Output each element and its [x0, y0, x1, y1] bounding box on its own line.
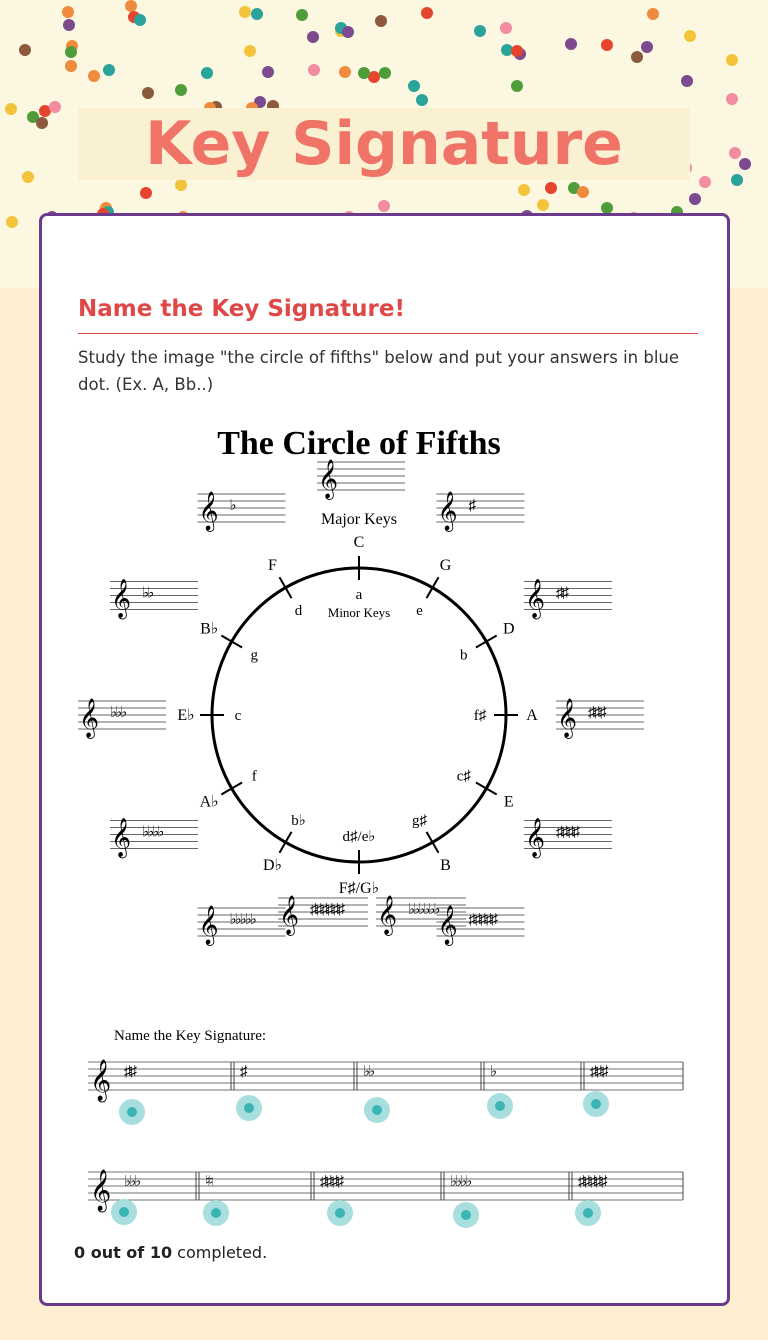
treble-clef-icon: 𝄞 — [111, 580, 132, 618]
confetti-dot — [36, 117, 48, 129]
major-key-label: D — [503, 620, 515, 638]
key-signature-accidentals: ♯♯ — [555, 585, 567, 602]
confetti-dot — [726, 93, 738, 105]
circle-of-fifths-image — [42, 406, 733, 1006]
answer-dot-10[interactable] — [575, 1200, 601, 1226]
key-signature-accidentals: ♮♮ — [205, 1174, 212, 1190]
key-staff — [524, 580, 612, 620]
treble-clef-icon: 𝄞 — [198, 493, 219, 531]
answer-dot-7[interactable] — [203, 1200, 229, 1226]
completed-count: 0 out of 10 — [74, 1243, 173, 1262]
minor-key-label: a — [355, 587, 363, 603]
worksheet-title: Name the Key Signature: — [114, 1028, 267, 1044]
minor-key-label: d♯/e♭ — [342, 829, 376, 845]
confetti-dot — [201, 67, 213, 79]
major-key-label: F — [268, 557, 277, 575]
key-signature-accidentals: ♭ — [490, 1064, 496, 1080]
confetti-dot — [641, 41, 653, 53]
answer-dot-9[interactable] — [453, 1202, 479, 1228]
key-tick — [427, 577, 439, 598]
confetti-dot — [684, 30, 696, 42]
confetti-dot — [416, 94, 428, 106]
key-signature-accidentals: ♯ — [240, 1064, 246, 1080]
key-tick — [221, 636, 242, 648]
key-staff — [556, 699, 644, 739]
minor-key-label: d — [294, 603, 303, 620]
confetti-dot — [565, 38, 577, 50]
key-signature-accidentals: ♯♯ — [124, 1064, 135, 1080]
key-staff-f-sharp — [278, 896, 368, 936]
key-tick — [280, 577, 292, 598]
confetti-dot — [19, 44, 31, 56]
minor-key-label: e — [416, 603, 423, 620]
confetti-dot — [307, 31, 319, 43]
minor-keys-label: Minor Keys — [327, 605, 391, 620]
key-signature-accidentals: ♭♭♭♭ — [450, 1174, 471, 1190]
major-key-label: F♯/G♭ — [338, 880, 380, 897]
confetti-dot — [22, 171, 34, 183]
confetti-dot — [142, 87, 154, 99]
confetti-dot — [175, 84, 187, 96]
confetti-dot — [175, 179, 187, 191]
minor-key-label: b♭ — [291, 812, 306, 829]
key-staff — [110, 580, 198, 620]
confetti-dot — [140, 187, 152, 199]
treble-clef-icon: 𝄞 — [90, 1170, 112, 1210]
major-key-label: A — [526, 707, 538, 724]
confetti-dot — [689, 193, 701, 205]
confetti-dot — [5, 103, 17, 115]
confetti-dot — [631, 51, 643, 63]
major-keys-label: Major Keys — [321, 511, 397, 528]
confetti-dot — [342, 26, 354, 38]
answer-dot-8[interactable] — [327, 1200, 353, 1226]
confetti-dot — [308, 64, 320, 76]
minor-key-label: c — [234, 708, 242, 724]
minor-key-label: g — [250, 647, 258, 664]
confetti-dot — [421, 7, 433, 19]
confetti-dot — [63, 19, 75, 31]
confetti-dot — [296, 9, 308, 21]
key-staff — [78, 699, 166, 739]
key-staff — [437, 492, 525, 532]
confetti-dot — [262, 66, 274, 78]
minor-key-label: g♯ — [412, 812, 427, 829]
minor-key-label: f — [251, 768, 257, 785]
confetti-dot — [601, 39, 613, 51]
confetti-dot — [134, 14, 146, 26]
instructions: Study the image "the circle of fifths" below and put your answers in blue dot. (Ex. A, Bb..) — [78, 348, 680, 394]
title-box — [78, 108, 690, 180]
confetti-dot — [739, 158, 751, 170]
key-staff — [110, 819, 198, 859]
treble-clef-icon: 𝄞 — [198, 906, 219, 944]
key-tick — [221, 783, 242, 795]
key-signature-accidentals: ♯♯♯♯♯♯ — [310, 902, 343, 918]
confetti-dot — [601, 202, 613, 214]
confetti-dot — [408, 80, 420, 92]
key-signature-accidentals: ♯♯♯♯ — [555, 824, 578, 841]
confetti-dot — [88, 70, 100, 82]
key-signature-accidentals: ♯♯♯♯ — [320, 1174, 342, 1190]
worksheet-image — [42, 1021, 733, 1241]
key-signature-accidentals: ♭♭♭♭ — [142, 824, 163, 841]
key-tick — [476, 783, 497, 795]
treble-clef-icon: 𝄞 — [279, 897, 300, 934]
major-key-label: G — [439, 557, 452, 575]
key-signature-accidentals: ♭♭♭ — [110, 705, 126, 721]
confetti-dot — [474, 25, 486, 37]
confetti-dot — [65, 60, 77, 72]
major-key-label: B♭ — [200, 620, 219, 638]
confetti-dot — [681, 75, 693, 87]
confetti-dot — [518, 184, 530, 196]
confetti-dot — [699, 176, 711, 188]
treble-clef-icon: 𝄞 — [557, 700, 578, 737]
completion-status — [74, 1243, 267, 1262]
answer-dot-4[interactable] — [487, 1093, 513, 1119]
major-key-label: E — [503, 793, 514, 811]
key-tick — [476, 636, 497, 648]
section-heading: Name the Key Signature! — [78, 296, 405, 322]
key-signature-accidentals: ♯ — [468, 498, 474, 515]
completed-suffix: completed. — [172, 1243, 268, 1262]
answer-dot-6[interactable] — [111, 1199, 137, 1225]
key-signature-accidentals: ♯♯♯ — [590, 1064, 607, 1080]
treble-clef-icon: 𝄞 — [377, 897, 398, 934]
confetti-dot — [378, 200, 390, 212]
treble-clef-icon: 𝄞 — [111, 819, 132, 857]
minor-key-label: f♯ — [473, 708, 487, 724]
confetti-dot — [537, 199, 549, 211]
key-signature-accidentals: ♯♯♯♯♯ — [468, 911, 496, 928]
heading-divider — [78, 333, 698, 334]
major-key-label: A♭ — [199, 793, 219, 811]
minor-key-label: b — [460, 647, 468, 664]
confetti-dot — [103, 64, 115, 76]
key-staff — [317, 460, 405, 500]
treble-clef-icon: 𝄞 — [524, 819, 546, 857]
key-signature-accidentals: ♭♭♭♭♭ — [229, 911, 255, 928]
confetti-dot — [500, 22, 512, 34]
treble-clef-icon: 𝄞 — [524, 580, 546, 618]
treble-clef-icon: 𝄞 — [437, 906, 458, 944]
confetti-dot — [251, 8, 263, 20]
major-key-label: C — [353, 534, 365, 551]
answer-dot-5[interactable] — [583, 1091, 609, 1117]
major-key-label: E♭ — [177, 707, 195, 724]
minor-key-label: c♯ — [456, 768, 471, 785]
circle-title: The Circle of Fifths — [217, 425, 501, 462]
confetti-dot — [731, 174, 743, 186]
confetti-dot — [6, 216, 18, 228]
key-signature-accidentals: ♭♭ — [142, 585, 153, 602]
confetti-dot — [358, 67, 370, 79]
confetti-dot — [375, 15, 387, 27]
major-key-label: D♭ — [262, 856, 283, 874]
confetti-dot — [62, 6, 74, 18]
treble-clef-icon: 𝄞 — [79, 700, 100, 737]
key-tick — [427, 832, 439, 853]
key-tick — [280, 832, 292, 853]
key-staff — [524, 819, 612, 859]
major-key-label: B — [440, 856, 451, 874]
page-title: Key Signature — [145, 109, 623, 179]
treble-clef-icon: 𝄞 — [318, 461, 339, 498]
answer-dot-3[interactable] — [364, 1097, 390, 1123]
key-signature-accidentals: ♭♭♭♭♭♭ — [408, 902, 439, 918]
answer-dot-2[interactable] — [236, 1095, 262, 1121]
key-signature-accidentals: ♯♯♯ — [588, 705, 605, 721]
confetti-dot — [339, 66, 351, 78]
confetti-dot — [511, 80, 523, 92]
confetti-dot — [49, 101, 61, 113]
confetti-dot — [729, 147, 741, 159]
treble-clef-icon: 𝄞 — [437, 493, 458, 531]
question-card — [39, 213, 730, 1306]
confetti-dot — [65, 46, 77, 58]
confetti-dot — [577, 186, 589, 198]
confetti-dot — [511, 45, 523, 57]
key-signature-accidentals: ♭♭ — [363, 1064, 374, 1080]
key-signature-accidentals: ♭♭♭ — [124, 1174, 140, 1190]
key-signature-accidentals: ♭ — [229, 498, 235, 515]
confetti-dot — [545, 182, 557, 194]
treble-clef-icon: 𝄞 — [90, 1060, 112, 1100]
key-staff — [198, 492, 286, 532]
confetti-dot — [726, 54, 738, 66]
confetti-dot — [647, 8, 659, 20]
key-staff — [198, 906, 286, 946]
answer-dot-1[interactable] — [119, 1099, 145, 1125]
confetti-dot — [244, 45, 256, 57]
key-signature-accidentals: ♯♯♯♯♯ — [578, 1174, 606, 1190]
confetti-dot — [239, 6, 251, 18]
confetti-dot — [379, 67, 391, 79]
